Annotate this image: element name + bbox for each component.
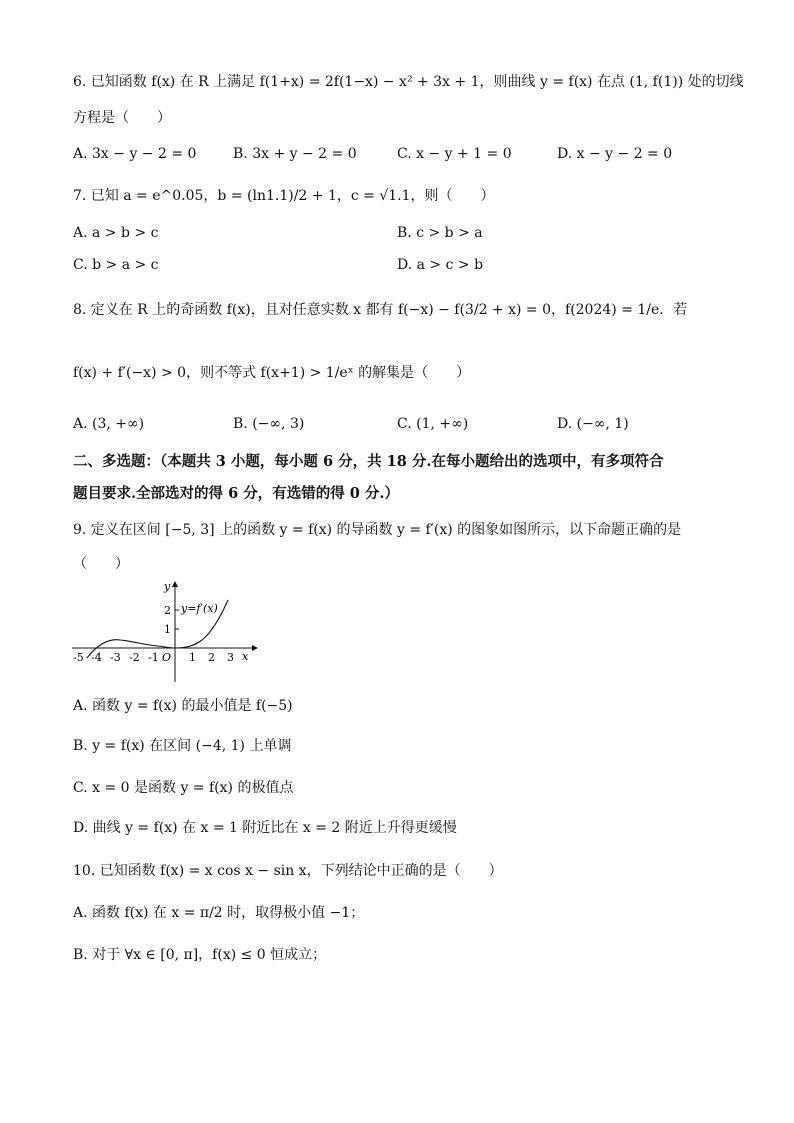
q10-option-a: A. 函数 f(x) 在 x = π/2 时，取得极小值 −1； [73, 905, 365, 921]
x-tick-label-neg3: -3 [110, 651, 121, 664]
q9-stem-line1: 9. 定义在区间 [−5, 3] 上的函数 y = f(x) 的导函数 y = f′(x) 的图象如图所示，以下命题正确的是 [73, 522, 682, 538]
q9-option-b: B. y = f(x) 在区间 (−4, 1) 上单调 [73, 738, 292, 754]
q6-option-d: D. x − y − 2 = 0 [557, 146, 673, 162]
q6-option-c: C. x − y + 1 = 0 [397, 146, 512, 162]
section2-heading-line2: 题目要求.全部选对的得 6 分，有选错的得 0 分.） [73, 485, 399, 502]
q9-option-c: C. x = 0 是函数 y = f(x) 的极值点 [73, 780, 294, 796]
x-tick-label-neg4: -4 [91, 651, 102, 664]
x-axis-label: x [242, 650, 249, 663]
q8-option-b: B. (−∞, 3) [233, 416, 305, 432]
x-tick-label-3: 3 [227, 651, 234, 664]
q9-stem-line2: （ ） [73, 556, 129, 572]
q6-option-a: A. 3x − y − 2 = 0 [73, 146, 197, 162]
q7-option-b: B. c > b > a [397, 225, 483, 241]
x-tick-label-neg1: -1 [148, 651, 159, 664]
x-tick-label-1: 1 [189, 651, 196, 664]
y-tick-label-2: 2 [164, 604, 171, 617]
x-axis-arrow [252, 645, 258, 651]
q8-option-d: D. (−∞, 1) [557, 416, 629, 432]
q7-option-d: D. a > c > b [397, 257, 484, 273]
x-tick-label-2: 2 [208, 651, 215, 664]
q8-option-c: C. (1, +∞) [397, 416, 469, 432]
y-axis-arrow [172, 581, 178, 587]
origin-label: O [162, 651, 172, 664]
x-tick-label-neg5: -5 [73, 651, 84, 664]
q7-stem: 7. 已知 a = e^0.05，b = (ln1.1)/2 + 1，c = √1.1，则（ ） [73, 188, 495, 204]
derivative-graph [70, 578, 260, 686]
q6-option-b: B. 3x + y − 2 = 0 [233, 146, 357, 162]
y-axis-label: y [164, 580, 171, 593]
q7-option-a: A. a > b > c [73, 225, 159, 241]
q9-option-a: A. 函数 y = f(x) 的最小值是 f(−5) [73, 698, 293, 714]
q7-option-c: C. b > a > c [73, 257, 159, 273]
q8-option-a: A. (3, +∞) [73, 416, 145, 432]
y-tick-label-1: 1 [164, 623, 171, 636]
q6-stem-line1: 6. 已知函数 f(x) 在 R 上满足 f(1+x) = 2f(1−x) − x² + 3x + 1，则曲线 y = f(x) 在点 (1, f(1)) 处的切线 [73, 74, 744, 90]
section2-heading-line1: 二、多选题：（本题共 3 小题，每小题 6 分，共 18 分.在每小题给出的选项中，有多项符合 [73, 453, 664, 470]
q10-option-b: B. 对于 ∀x ∈ [0, π]，f(x) ≤ 0 恒成立； [73, 947, 327, 963]
q6-stem-line2: 方程是（ ） [73, 110, 171, 126]
q8-stem-line2: f(x) + f′(−x) > 0，则不等式 f(x+1) > 1/eˣ 的解集是（ ） [73, 365, 471, 381]
q9-option-d: D. 曲线 y = f(x) 在 x = 1 附近比在 x = 2 附近上升得更缓慢 [73, 820, 457, 836]
q10-stem: 10. 已知函数 f(x) = x cos x − sin x，下列结论中正确的是（ ） [73, 863, 503, 879]
x-tick-label-neg2: -2 [129, 651, 140, 664]
curve-label: y=f′(x) [181, 602, 218, 615]
q8-stem-line1: 8. 定义在 R 上的奇函数 f(x)，且对任意实数 x 都有 f(−x) − f(3/2 + x) = 0，f(2024) = 1/e．若 [73, 302, 688, 318]
